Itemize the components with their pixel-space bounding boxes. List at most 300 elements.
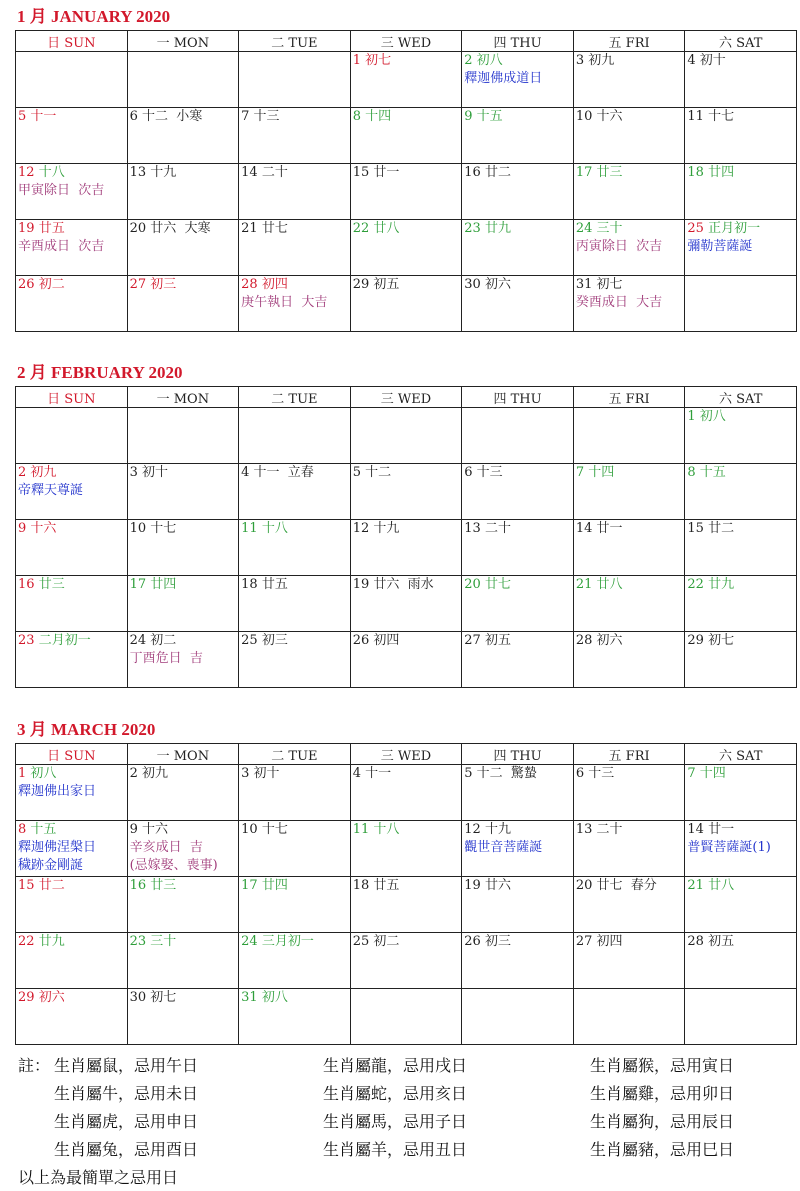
lunar-date: 廿八 (708, 878, 735, 893)
weekday-header: 五 FRI (573, 744, 685, 765)
lunar-date: 十三 (253, 109, 280, 124)
day-number: 16 (129, 878, 147, 893)
day-cell (350, 933, 462, 989)
day-line (353, 52, 462, 70)
week-row (16, 632, 797, 688)
month-title: 1 月 JANUARY 2020 (17, 7, 171, 26)
day-line (353, 220, 462, 238)
day-number: 13 (464, 521, 481, 536)
lunar-date: 初九 (588, 53, 615, 68)
day-number: 22 (352, 221, 370, 236)
note-prefix: 註： (18, 1056, 51, 1075)
day-line (464, 276, 573, 294)
day-number: 15 (352, 165, 370, 180)
day-number: 19 (464, 878, 481, 893)
lunar-date: 廿四 (150, 577, 177, 592)
day-line (353, 933, 462, 951)
day-line (241, 765, 350, 783)
day-line (576, 576, 685, 594)
day-number: 29 (687, 633, 704, 648)
empty-cell (127, 52, 239, 108)
day-line (353, 877, 462, 895)
day-number: 15 (18, 878, 35, 893)
lunar-date: 廿一 (708, 822, 735, 837)
day-line (241, 520, 350, 538)
day-cell (16, 877, 128, 933)
day-cell (685, 464, 797, 520)
lunar-date: 三月初一 (261, 934, 314, 949)
weekday-header: 日 SUN (16, 744, 128, 765)
day-line (353, 108, 462, 126)
day-number: 21 (575, 577, 593, 592)
lunar-date: 初三 (150, 277, 177, 292)
day-number: 30 (129, 990, 147, 1005)
day-line (687, 464, 796, 482)
week-row (16, 877, 797, 933)
calendar-table (15, 386, 797, 688)
week-row (16, 933, 797, 989)
day-note: 觀世音菩薩誕 (464, 840, 543, 855)
day-number: 28 (241, 277, 258, 292)
day-number: 7 (687, 766, 696, 781)
note-text: 生肖屬牛，忌用未日 (54, 1084, 199, 1103)
day-cell (685, 220, 797, 276)
day-line (687, 220, 796, 238)
day-cell (239, 765, 351, 821)
lunar-date: 初三 (261, 633, 288, 648)
day-cell (350, 821, 462, 877)
lunar-date: 三十 (150, 934, 177, 949)
lunar-date: 廿六 (484, 878, 511, 893)
note-row (18, 1080, 788, 1108)
lunar-date: 十五 (699, 465, 726, 480)
day-line (464, 632, 573, 650)
lunar-date: 廿一 (373, 165, 400, 180)
lunar-date: 十四 (699, 766, 726, 781)
lunar-date: 廿一 (596, 521, 623, 536)
weekday-header: 六 SAT (685, 31, 797, 52)
note-text: 生肖屬猴，忌用寅日 (590, 1056, 735, 1075)
day-line (18, 821, 127, 839)
day-line (130, 765, 239, 783)
day-cell (462, 276, 574, 332)
day-line (464, 520, 573, 538)
day-number: 1 (352, 53, 361, 68)
note-text: 生肖屬龍，忌用戌日 (323, 1056, 468, 1075)
empty-cell (239, 408, 351, 464)
day-cell (127, 632, 239, 688)
day-number: 10 (241, 822, 258, 837)
day-line (241, 576, 350, 594)
day-number: 18 (352, 878, 370, 893)
day-line (130, 576, 239, 594)
note-text: 生肖屬豬，忌用巳日 (590, 1140, 735, 1159)
lunar-date: 初七 (596, 277, 623, 292)
day-cell (239, 164, 351, 220)
note-text: 生肖屬虎，忌用申日 (54, 1112, 199, 1131)
day-cell (16, 576, 128, 632)
day-number: 3 (129, 465, 138, 480)
day-cell (350, 108, 462, 164)
day-note: (忌嫁娶、喪事) (129, 858, 218, 873)
day-number: 15 (687, 521, 704, 536)
day-line (464, 765, 573, 783)
day-line (241, 821, 350, 839)
day-note: 釋迦佛涅槃日 (18, 840, 97, 855)
day-cell (350, 632, 462, 688)
weekday-header: 五 FRI (573, 31, 685, 52)
day-number: 25 (352, 934, 370, 949)
day-number: 31 (575, 277, 593, 292)
day-number: 5 (352, 465, 361, 480)
day-cell (462, 220, 574, 276)
weekday-header: 三 WED (350, 31, 462, 52)
day-note: 辛酉成日 次吉 (18, 239, 105, 254)
day-number: 7 (241, 109, 250, 124)
day-number: 4 (352, 766, 361, 781)
day-number: 3 (241, 766, 250, 781)
month-january (15, 4, 797, 332)
day-number: 25 (687, 221, 704, 236)
weekday-header: 日 SUN (16, 387, 128, 408)
day-number: 21 (687, 878, 704, 893)
day-number: 12 (18, 165, 35, 180)
weekday-header: 一 MON (127, 31, 239, 52)
lunar-date: 十七 (261, 822, 288, 837)
lunar-date: 十二 驚蟄 (476, 766, 537, 781)
day-line (464, 52, 573, 70)
lunar-date: 廿四 (708, 165, 735, 180)
note-text: 生肖屬兔，忌用酉日 (54, 1140, 199, 1159)
footer-note: 以上為最簡單之忌用日 (18, 1168, 179, 1187)
day-cell (350, 276, 462, 332)
day-line (18, 989, 127, 1007)
lunar-date: 廿七 (484, 577, 511, 592)
day-cell (685, 765, 797, 821)
lunar-date: 二十 (261, 165, 288, 180)
day-number: 13 (575, 822, 593, 837)
lunar-date: 初八 (30, 766, 57, 781)
day-number: 4 (687, 53, 696, 68)
lunar-date: 初二 (38, 277, 65, 292)
day-line (576, 164, 685, 182)
lunar-date: 二月初一 (38, 633, 91, 648)
day-cell (573, 821, 685, 877)
day-number: 26 (352, 633, 370, 648)
day-line (130, 220, 239, 238)
day-line (353, 164, 462, 182)
note-text: 生肖屬狗，忌用辰日 (590, 1112, 735, 1131)
day-cell (462, 108, 574, 164)
month-title: 2 月 FEBRUARY 2020 (17, 363, 183, 382)
lunar-date: 廿八 (596, 577, 623, 592)
day-note: 釋迦佛出家日 (18, 784, 97, 799)
weekday-header-row (16, 744, 797, 765)
day-number: 23 (464, 221, 481, 236)
day-note: 庚午執日 大吉 (241, 295, 328, 310)
note-text: 生肖屬羊，忌用丑日 (323, 1140, 468, 1159)
empty-cell (573, 989, 685, 1045)
lunar-date: 初六 (596, 633, 623, 648)
day-cell (127, 276, 239, 332)
weekday-header: 一 MON (127, 744, 239, 765)
lunar-date: 初八 (476, 53, 503, 68)
day-cell (573, 765, 685, 821)
lunar-date: 十五 (30, 822, 57, 837)
empty-cell (350, 408, 462, 464)
day-number: 26 (18, 277, 35, 292)
calendar-table (15, 30, 797, 332)
day-number: 30 (464, 277, 481, 292)
day-number: 5 (18, 109, 27, 124)
day-line (18, 520, 127, 538)
day-line (353, 276, 462, 294)
day-line (241, 877, 350, 895)
day-line (576, 108, 685, 126)
day-number: 29 (18, 990, 35, 1005)
day-cell (239, 276, 351, 332)
day-number: 10 (129, 521, 147, 536)
day-number: 16 (464, 165, 481, 180)
day-cell (462, 632, 574, 688)
day-line (576, 933, 685, 951)
empty-cell (16, 408, 128, 464)
day-number: 23 (18, 633, 35, 648)
lunar-date: 初七 (150, 990, 177, 1005)
day-number: 19 (352, 577, 370, 592)
empty-cell (239, 52, 351, 108)
weekday-header: 六 SAT (685, 387, 797, 408)
day-cell (127, 520, 239, 576)
note-text: 生肖屬雞，忌用卯日 (590, 1084, 735, 1103)
day-cell (350, 52, 462, 108)
lunar-date: 初九 (30, 465, 57, 480)
day-cell (16, 821, 128, 877)
day-number: 2 (18, 465, 27, 480)
day-cell (462, 877, 574, 933)
day-line (464, 576, 573, 594)
day-cell (685, 933, 797, 989)
day-cell (16, 276, 128, 332)
note-row (18, 1136, 788, 1164)
day-note: 丁酉危日 吉 (129, 651, 203, 666)
empty-cell (127, 408, 239, 464)
week-row (16, 765, 797, 821)
day-number: 9 (18, 521, 27, 536)
day-cell (16, 108, 128, 164)
day-cell (462, 821, 574, 877)
day-cell (239, 520, 351, 576)
day-cell (127, 821, 239, 877)
empty-cell (685, 276, 797, 332)
day-number: 8 (18, 822, 27, 837)
day-cell (685, 408, 797, 464)
weekday-header: 二 TUE (239, 744, 351, 765)
day-cell (462, 52, 574, 108)
day-cell (239, 220, 351, 276)
day-number: 29 (352, 277, 370, 292)
lunar-date: 十八 (261, 521, 288, 536)
lunar-date: 廿三 (150, 878, 177, 893)
lunar-date: 廿九 (708, 577, 735, 592)
day-line (130, 877, 239, 895)
week-row (16, 821, 797, 877)
day-line (353, 765, 462, 783)
lunar-date: 廿八 (373, 221, 400, 236)
day-number: 26 (464, 934, 481, 949)
day-number: 17 (241, 878, 258, 893)
lunar-date: 三十 (596, 221, 623, 236)
day-cell (685, 52, 797, 108)
lunar-date: 十六 (141, 822, 168, 837)
lunar-date: 十一 (365, 766, 392, 781)
empty-cell (462, 408, 574, 464)
day-line (241, 108, 350, 126)
day-number: 24 (575, 221, 593, 236)
day-number: 28 (687, 934, 704, 949)
lunar-date: 廿五 (373, 878, 400, 893)
day-number: 5 (464, 766, 473, 781)
day-line (576, 52, 685, 70)
day-line (353, 464, 462, 482)
lunar-date: 十七 (708, 109, 735, 124)
week-row (16, 164, 797, 220)
day-cell (239, 877, 351, 933)
lunar-date: 十七 (150, 521, 177, 536)
day-cell (127, 765, 239, 821)
day-number: 21 (241, 221, 258, 236)
zodiac-notes (18, 1052, 788, 1164)
week-row (16, 408, 797, 464)
day-line (687, 576, 796, 594)
day-note: 釋迦佛成道日 (464, 71, 543, 86)
lunar-date: 初二 (150, 633, 177, 648)
weekday-header: 六 SAT (685, 744, 797, 765)
lunar-date: 廿九 (38, 934, 65, 949)
day-line (130, 108, 239, 126)
lunar-date: 十八 (38, 165, 65, 180)
weekday-header: 五 FRI (573, 387, 685, 408)
day-line (353, 520, 462, 538)
lunar-date: 初四 (261, 277, 288, 292)
day-line (241, 276, 350, 294)
day-note: 彌勒菩薩誕 (687, 239, 753, 254)
day-note: 甲寅除日 次吉 (18, 183, 105, 198)
lunar-date: 十九 (150, 165, 177, 180)
day-number: 27 (464, 633, 481, 648)
day-cell (127, 464, 239, 520)
lunar-date: 初九 (141, 766, 168, 781)
day-number: 11 (241, 521, 258, 536)
day-line (18, 220, 127, 238)
lunar-date: 十四 (588, 465, 615, 480)
day-line (687, 877, 796, 895)
lunar-date: 初十 (141, 465, 168, 480)
day-cell (573, 108, 685, 164)
day-line (687, 632, 796, 650)
day-cell (573, 933, 685, 989)
weekday-header: 二 TUE (239, 387, 351, 408)
lunar-date: 正月初一 (708, 221, 761, 236)
day-cell (573, 877, 685, 933)
day-line (687, 821, 796, 839)
lunar-date: 十三 (476, 465, 503, 480)
day-line (130, 933, 239, 951)
day-cell (350, 464, 462, 520)
day-number: 2 (464, 53, 473, 68)
lunar-date: 十二 (365, 465, 392, 480)
day-cell (127, 933, 239, 989)
empty-cell (16, 52, 128, 108)
day-line (130, 164, 239, 182)
day-note: 辛亥成日 吉 (129, 840, 203, 855)
day-note: 穢跡金剛誕 (18, 858, 84, 873)
day-line (687, 164, 796, 182)
day-line (464, 464, 573, 482)
day-cell (16, 164, 128, 220)
day-number: 17 (575, 165, 593, 180)
day-cell (685, 877, 797, 933)
lunar-date: 十九 (484, 822, 511, 837)
day-cell (573, 164, 685, 220)
lunar-date: 初八 (699, 409, 726, 424)
day-cell (16, 989, 128, 1045)
day-note: 癸酉成日 大吉 (575, 295, 663, 310)
day-line (241, 464, 350, 482)
calendar-table (15, 743, 797, 1045)
day-line (576, 220, 685, 238)
day-cell (573, 576, 685, 632)
day-line (18, 632, 127, 650)
day-cell (16, 933, 128, 989)
weekday-header: 一 MON (127, 387, 239, 408)
lunar-date: 十一 立春 (253, 465, 314, 480)
day-cell (573, 276, 685, 332)
note-text: 生肖屬馬，忌用子日 (323, 1112, 468, 1131)
day-cell (350, 576, 462, 632)
lunar-date: 廿二 (484, 165, 511, 180)
day-number: 14 (687, 822, 704, 837)
day-number: 20 (129, 221, 147, 236)
day-line (18, 164, 127, 182)
lunar-date: 初三 (484, 934, 511, 949)
lunar-date: 初五 (708, 934, 735, 949)
day-cell (127, 576, 239, 632)
day-line (687, 520, 796, 538)
day-cell (350, 765, 462, 821)
empty-cell (685, 989, 797, 1045)
day-cell (127, 108, 239, 164)
day-number: 17 (129, 577, 147, 592)
empty-cell (350, 989, 462, 1045)
day-cell (685, 164, 797, 220)
weekday-header: 二 TUE (239, 31, 351, 52)
day-cell (350, 220, 462, 276)
day-line (18, 276, 127, 294)
day-line (130, 821, 239, 839)
day-line (576, 520, 685, 538)
month-february (15, 360, 797, 688)
day-cell (462, 933, 574, 989)
day-cell (239, 464, 351, 520)
lunar-date: 初四 (373, 633, 400, 648)
lunar-date: 廿三 (38, 577, 65, 592)
day-number: 3 (575, 53, 585, 68)
day-cell (127, 220, 239, 276)
day-cell (462, 520, 574, 576)
day-cell (573, 632, 685, 688)
day-line (130, 520, 239, 538)
